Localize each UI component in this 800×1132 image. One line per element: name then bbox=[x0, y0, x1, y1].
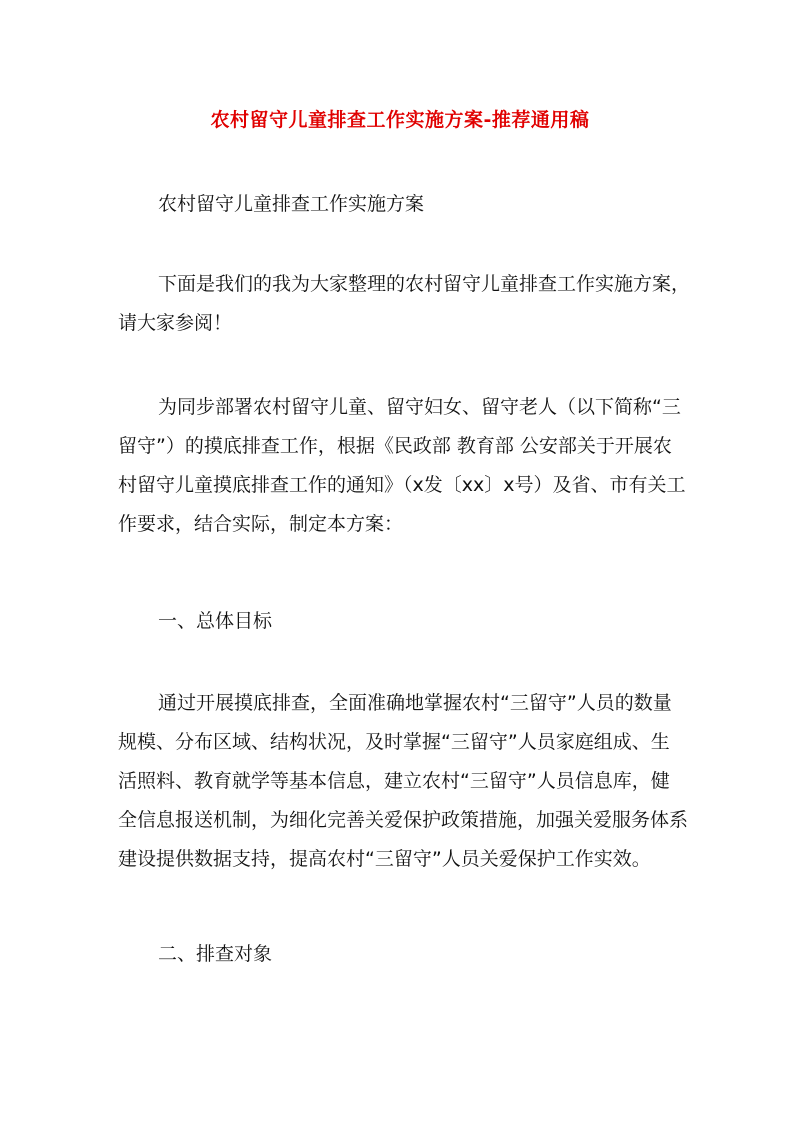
text-line: 为同步部署农村留守儿童、留守妇女、留守老人（以下简称“三 bbox=[158, 396, 681, 418]
paragraph-subtitle bbox=[118, 185, 690, 224]
text-line: 规模、分布区域、结构状况，及时掌握“三留守”人员家庭组成、生 bbox=[118, 731, 670, 753]
text-line: 农村留守儿童排查工作实施方案 bbox=[158, 193, 425, 215]
text-line: 下面是我们的我为大家整理的农村留守儿童排查工作实施方案， bbox=[158, 273, 691, 295]
text-line: 作要求，结合实际，制定本方案： bbox=[118, 513, 404, 535]
text-line: 村留守儿童摸底排查工作的通知》（x发〔xx〕x号）及省、市有关工 bbox=[118, 474, 686, 496]
document-title: 农村留守儿童排查工作实施方案-推荐通用稿 bbox=[210, 109, 590, 131]
text-line: 全信息报送机制，为细化完善关爱保护政策措施，加强关爱服务体系 bbox=[118, 809, 689, 831]
text-line: 二、排查对象 bbox=[158, 943, 273, 965]
paragraph-intro bbox=[118, 265, 690, 343]
paragraph-goals bbox=[118, 684, 690, 879]
text-line: 请大家参阅！ bbox=[118, 312, 233, 334]
text-line: 留守”）的摸底排查工作，根据《民政部 教育部 公安部关于开展农 bbox=[118, 435, 672, 457]
text-line: 活照料、教育就学等基本信息，建立农村“三留守”人员信息库，健 bbox=[118, 770, 670, 792]
text-line: 建设提供数据支持，提高农村“三留守”人员关爱保护工作实效。 bbox=[118, 848, 651, 870]
section-heading-targets bbox=[118, 935, 690, 974]
paragraph-background bbox=[118, 388, 690, 544]
section-heading-goals bbox=[118, 602, 690, 641]
text-line: 通过开展摸底排查，全面准确地掌握农村“三留守”人员的数量 bbox=[158, 692, 672, 714]
text-line: 一、总体目标 bbox=[158, 610, 273, 632]
